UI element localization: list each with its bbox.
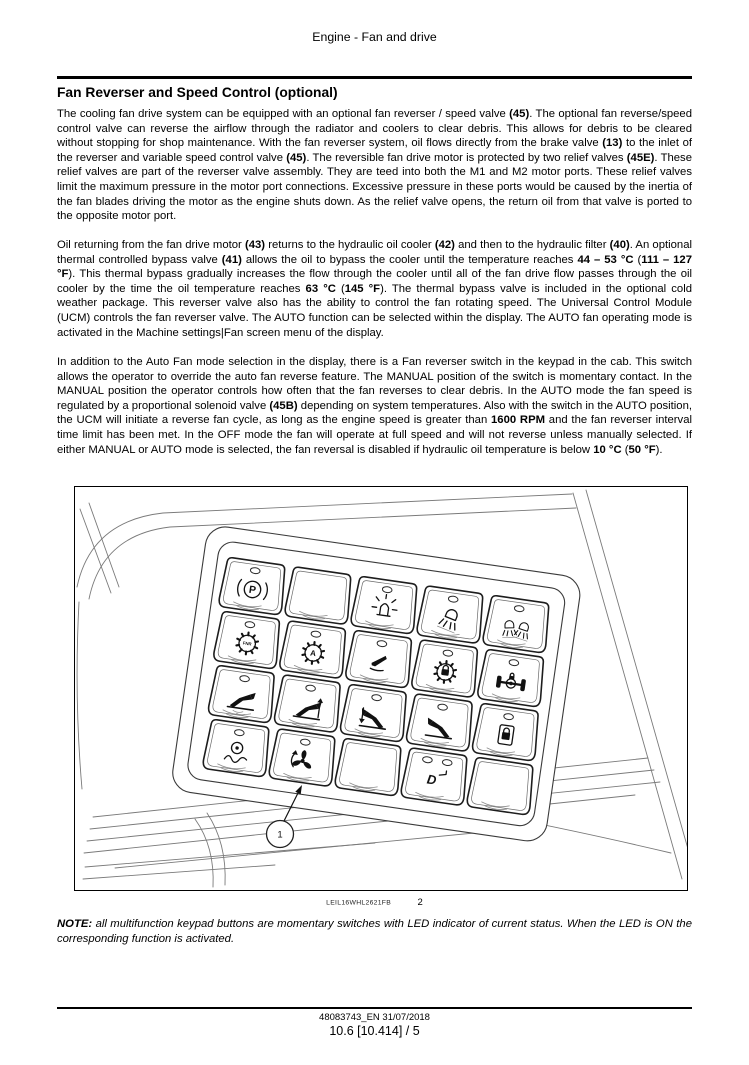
text-run: returns to the hydraulic oil cooler <box>265 239 435 251</box>
text-run: ). <box>655 443 663 456</box>
keypad-button-bucket-lower <box>340 684 410 742</box>
keypad-button-park-brake <box>218 557 288 615</box>
text-run: In addition to the Auto Fan mode selection in the display, there is a Fan reverser switch in the keypad in the cab. This switch allows the operator to override the auto fan reverse feature. The MANUAL position of the switch is momentary contact. In the MANUAL position the operator controls how often that the fan reverses to clear debris. In the AUTO mode the fan speed is regulated by a proportional solenoid valve <box>57 356 692 412</box>
text-run: (45E) <box>626 151 655 164</box>
svg-text:P: P <box>248 583 257 597</box>
svg-text:D: D <box>425 771 438 788</box>
text-run: (45) <box>509 108 530 120</box>
text-run: (40) <box>609 239 630 251</box>
keypad-button-ride-control <box>202 719 272 777</box>
text-run: (41) <box>221 253 242 266</box>
text-run: and then to the hydraulic filter <box>454 239 610 251</box>
figure-caption-code: LEIL16WHL2621FB <box>326 899 392 907</box>
paragraph-1 <box>57 107 692 224</box>
text-run: 63 °C <box>305 282 336 295</box>
keypad-button-blank <box>334 738 404 796</box>
text-run: ). The thermal bypass valve is included in the optional cold weather package. This reverser valve also has the ability to control the fan rotating speed. The Universal Control Module (UCM) controls the fan reverser valve. The AUTO function can be selected within the display. The AUTO fan operating mode is activated in the Machine settings|Fan screen menu of the display. <box>57 282 692 339</box>
callout-number: 1 <box>277 829 283 841</box>
keypad-button-transmission-lock <box>411 639 481 697</box>
keypad-button-transmission-auto <box>279 620 349 678</box>
keypad-button-differential-lock <box>477 649 547 707</box>
keypad-button-anti-theft-lock <box>472 703 542 761</box>
paragraph-3 <box>57 355 692 457</box>
text-run: (45B) <box>269 399 298 412</box>
footer-page-ref: 10.6 [10.414] / 5 <box>329 1024 420 1038</box>
footer-doc-ref: 48083743_EN 31/07/2018 <box>319 1012 430 1023</box>
text-run: 111 – 127 °F <box>57 253 693 281</box>
text-run: . These relief valves are part of the reverser valve assembly. They are teed into both the M1 and M2 motor ports. These relief valves limit the maximum pressure in the motor port connections. Excessive pressure in these ports would be caused by the inertia of the fan blades driving the motor as the engine shuts down. As the relief valve opens, the return oil from that valve is ported to the opposite motor port. <box>57 151 692 223</box>
text-run: . An optional thermal controlled bypass valve <box>57 239 692 266</box>
text-run: . The reversible fan drive motor is protected by two relief valves <box>306 151 627 164</box>
note <box>57 917 692 946</box>
svg-text:FNR: FNR <box>242 640 252 647</box>
keypad-button-blank <box>284 566 354 624</box>
text-run: to the inlet of the reverser and variable speed control valve <box>57 137 692 164</box>
keypad-button-boom-float <box>208 665 278 723</box>
figure-caption-number: 2 <box>417 897 423 909</box>
text-run: 10 °C <box>593 443 622 456</box>
text-run: allows the oil to bypass the cooler until the temperature reaches <box>241 253 578 266</box>
figure-caption <box>57 894 692 912</box>
text-run: . The optional fan reverse/speed control valve can reverse the airflow through the radiator and coolers to clear debris. This allows for debris to be cleared without stopping for shop maintenance. With the fan reverser system, oil flows directly from the brake valve <box>57 108 692 150</box>
keypad-button-return-to-dig <box>406 693 476 751</box>
note-text: all multifunction keypad buttons are momentary switches with LED indicator of current status. When the LED is ON the corresponding function is activated. <box>57 918 692 945</box>
section-title: Fan Reverser and Speed Control (optional) <box>57 85 338 100</box>
text-run: ( <box>621 443 629 456</box>
note-label: NOTE: <box>57 918 93 930</box>
top-rule <box>57 76 692 79</box>
keypad-button-transmission-fnr <box>213 611 283 669</box>
text-run: ( <box>335 282 345 295</box>
keypad-button-declutch <box>400 747 470 805</box>
text-run: ( <box>633 253 642 266</box>
text-run: 50 °F <box>628 443 656 456</box>
text-run: (42) <box>434 239 455 251</box>
text-run: depending on system temperatures. Also with the switch in the AUTO position, the UCM will initiate a reverse fan cycle, as long as the engine speed is greater than <box>57 399 692 427</box>
footer-rule <box>57 1007 692 1009</box>
text-run: (45) <box>286 151 307 164</box>
keypad-illustration-svg <box>75 487 687 890</box>
text-run: (13) <box>602 137 623 150</box>
keypad-button-beacon <box>350 576 420 634</box>
text-run: The cooling fan drive system can be equipped with an optional fan reverser / speed valve <box>57 108 510 120</box>
text-run: ). This thermal bypass gradually increases the flow through the cooler until all of the fan drive flow passes through the oil cooler by the time the oil temperature reaches <box>57 268 692 295</box>
text-run: Oil returning from the fan drive motor <box>57 239 245 251</box>
keypad-button-work-light-front <box>416 585 486 643</box>
figure-keypad-illustration <box>74 486 688 891</box>
page-header-title: Engine - Fan and drive <box>312 30 437 44</box>
keypad-button-fan-reverser <box>268 728 338 786</box>
paragraph-2 <box>57 238 692 340</box>
keypad-button-horn <box>345 630 415 688</box>
keypad-button-boom-raise <box>274 674 344 732</box>
text-run: 44 – 53 °C <box>577 253 634 266</box>
text-run: 145 °F <box>344 282 381 295</box>
keypad-button-work-lights-rear <box>482 595 552 653</box>
svg-text:A: A <box>309 648 317 659</box>
text-run: 1600 RPM <box>491 414 546 427</box>
text-run: and the fan reverser interval time limit has been met. In the OFF mode the fan will operate at full speed and will not reverse unless manually selected. If either MANUAL or AUTO mode is selected, the fan reversal is disabled if hydraulic oil temperature is below <box>57 414 692 456</box>
text-run: (43) <box>244 239 266 251</box>
keypad-button-blank <box>466 757 536 815</box>
